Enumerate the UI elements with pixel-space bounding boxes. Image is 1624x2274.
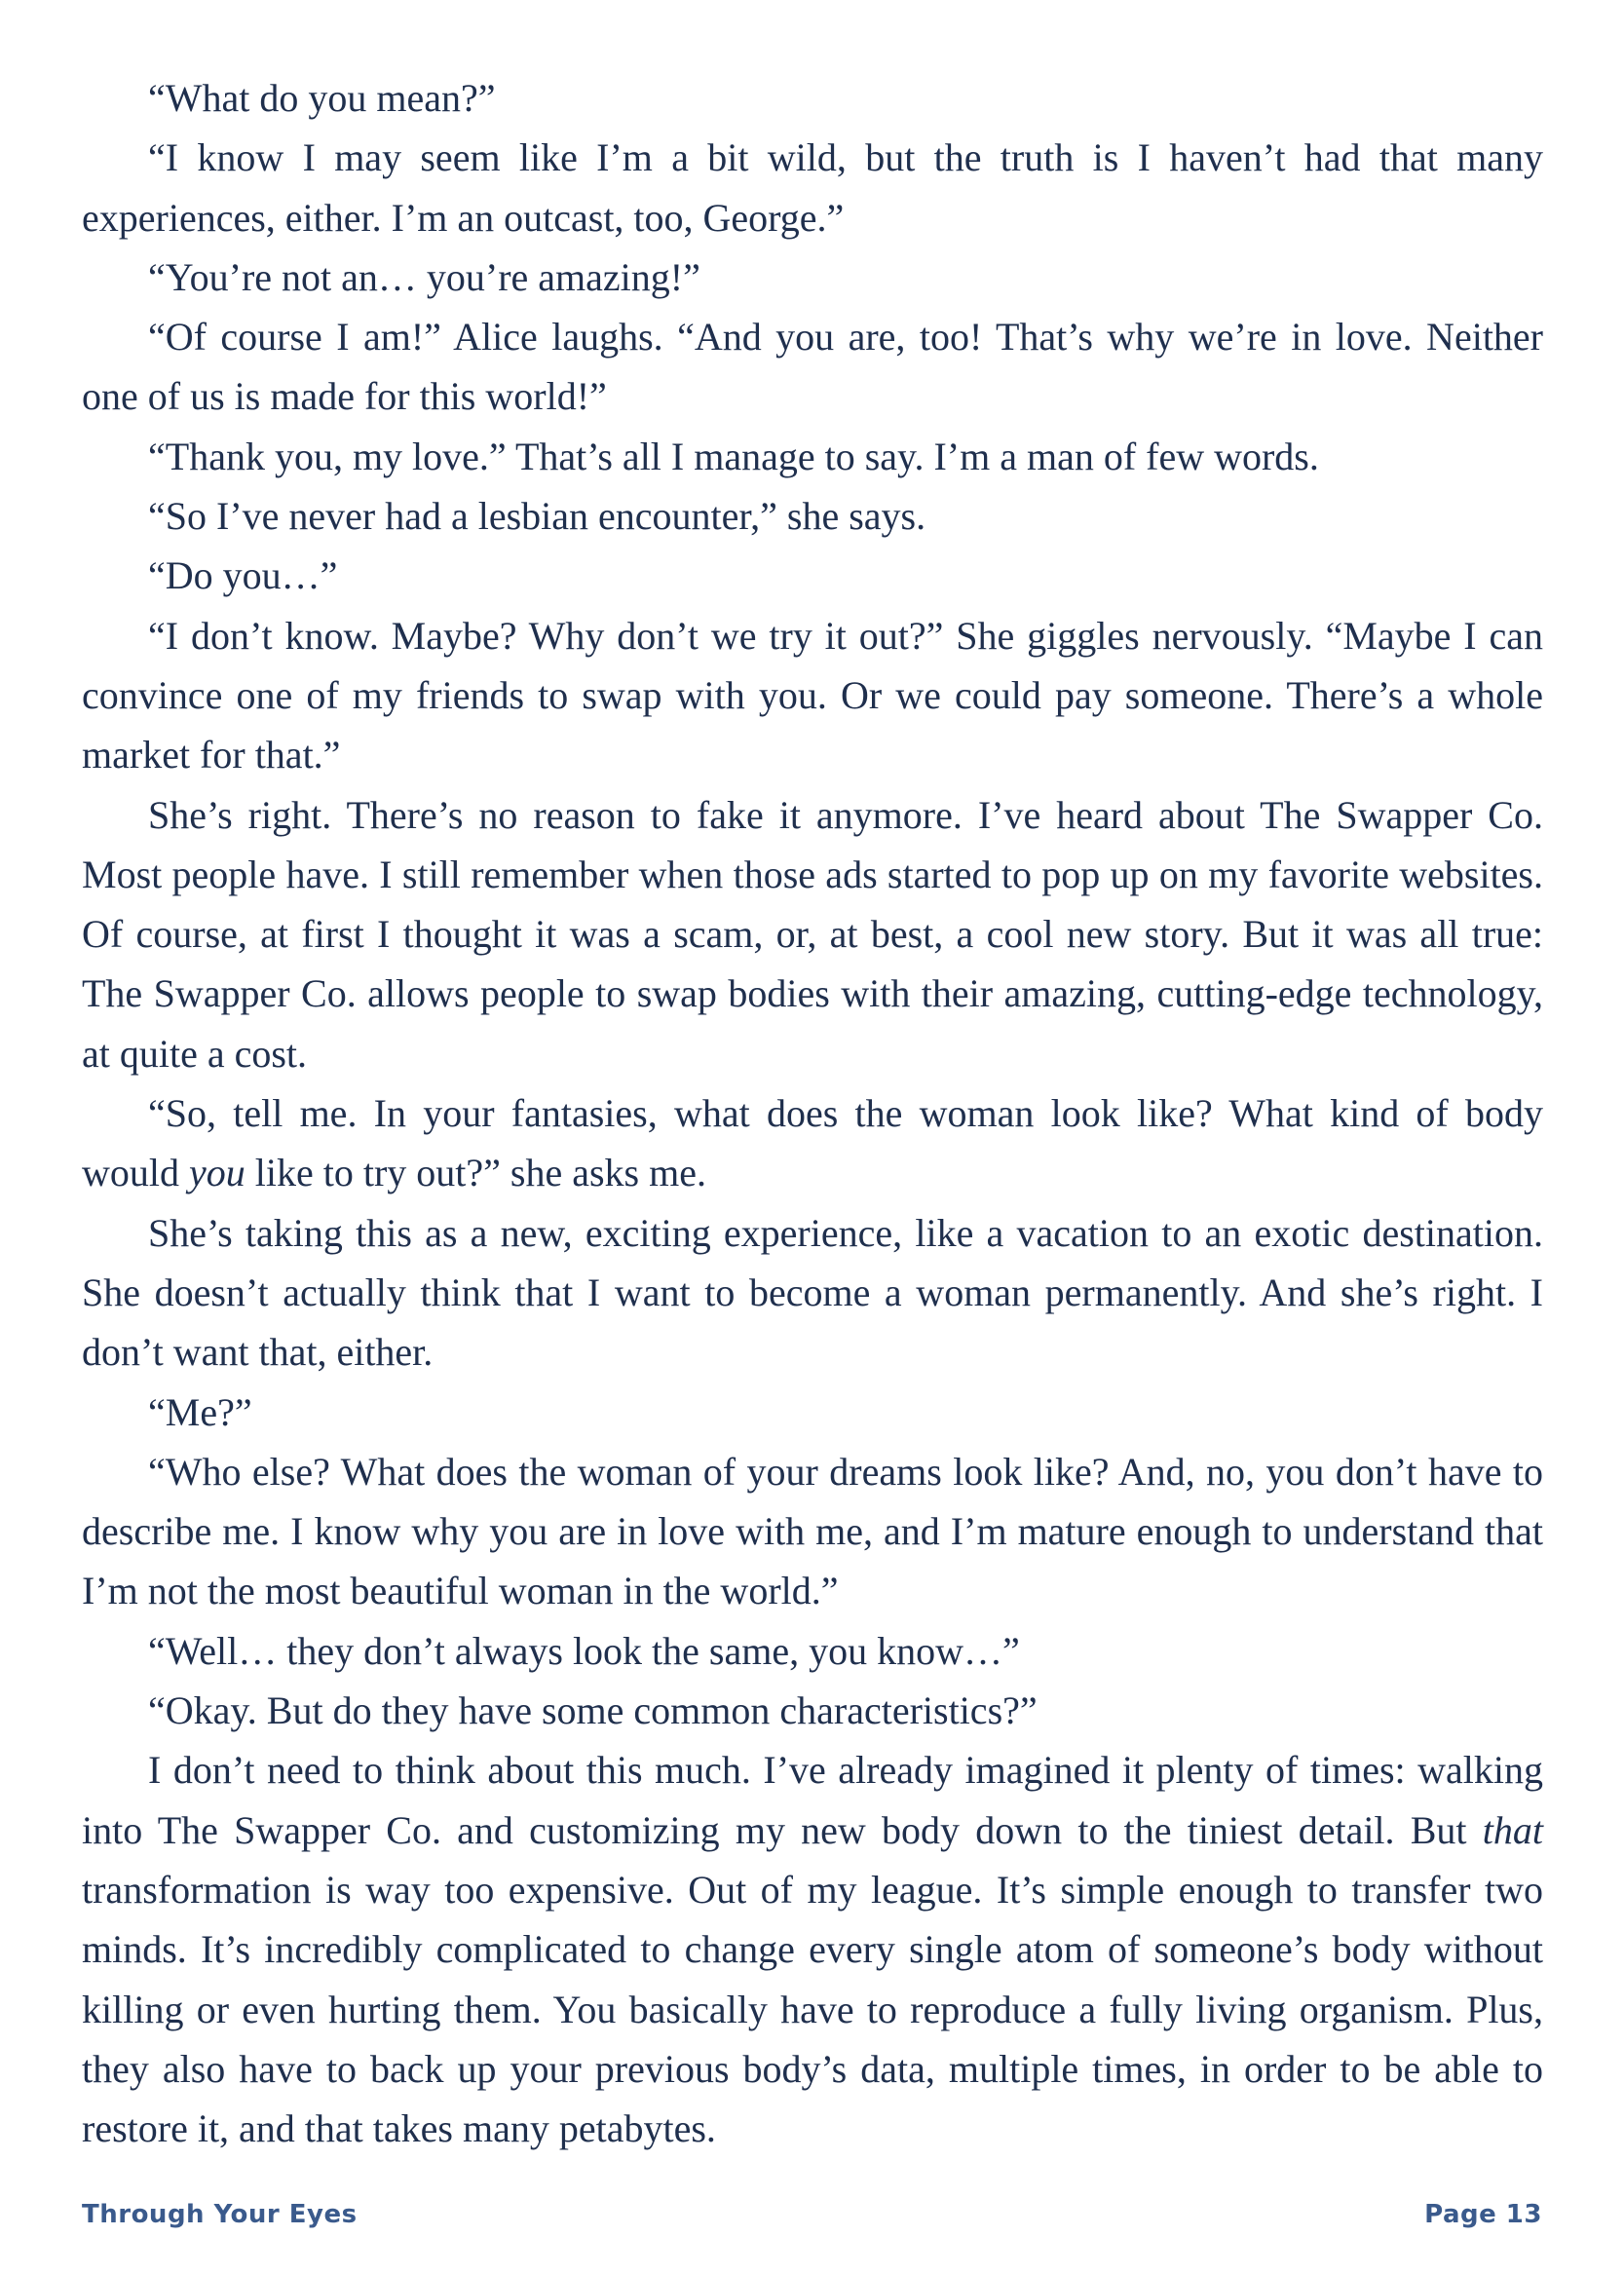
paragraph: “Thank you, my love.” That’s all I manage to say. I’m a man of few words. [148, 434, 1319, 478]
paragraph: “Do you…” [148, 553, 338, 598]
paragraph: She’s right. There’s no reason to fake it anymore. I’ve heard about The Swapper Co. Most people have. I still remember when those ads started to pop up on my favorite websites. Of course, at first I thought it was a scam, or, at best, a cool new story. But it was all true: The Swapper Co. allows people to swap bodies with their amazing, cutting-edge technology, at quite a cost. [82, 792, 1543, 1076]
page-footer [82, 2200, 1542, 2229]
paragraph-text: “So, tell me. In your fantasies, what does the woman look like? What kind of body would [82, 1091, 1543, 1195]
story-text [82, 68, 1543, 2158]
paragraph: “Me?” [148, 1389, 252, 1434]
footer-page-number: Page 13 [1424, 2200, 1542, 2229]
paragraph [82, 1740, 1543, 2158]
paragraph [82, 1083, 1543, 1203]
paragraph-text: transformation is way too expensive. Out of my league. It’s simple enough to transfer two minds. It’s incredibly complicated to change every single atom of someone’s body without killing or even hurting them. You basically have to reproduce a fully living organism. Plus, they also have to back up your previous body’s data, multiple times, in order to be able to restore it, and that takes many petabytes. [82, 1867, 1543, 2151]
emphasis-text: you [189, 1151, 245, 1195]
paragraph: “So I’ve never had a lesbian encounter,” she says. [148, 494, 926, 539]
emphasis-text: that [1482, 1807, 1543, 1852]
paragraph-text: like to try out?” she asks me. [245, 1151, 706, 1195]
paragraph-text: I don’t need to think about this much. I’ve already imagined it plenty of times: walking into The Swapper Co. and customizing my new body down to the tiniest detail. But [82, 1748, 1543, 1852]
footer-book-title: Through Your Eyes [82, 2200, 358, 2229]
paragraph: “I don’t know. Maybe? Why don’t we try it out?” She giggles nervously. “Maybe I can convince one of my friends to swap with you. Or we could pay someone. There’s a whole market for that.” [82, 613, 1543, 777]
paragraph: “What do you mean?” [148, 76, 496, 120]
paragraph: “You’re not an… you’re amazing!” [148, 254, 700, 299]
paragraph: “I know I may seem like I’m a bit wild, but the truth is I haven’t had that many experiences, either. I’m an outcast, too, George.” [82, 135, 1543, 240]
paragraph: “Okay. But do they have some common characteristics?” [148, 1688, 1038, 1733]
paragraph: She’s taking this as a new, exciting experience, like a vacation to an exotic destination. She doesn’t actually think that I want to become a woman permanently. And she’s right. I don’t want that, either. [82, 1210, 1543, 1375]
paragraph: “Of course I am!” Alice laughs. “And you are, too! That’s why we’re in love. Neither one of us is made for this world!” [82, 315, 1543, 419]
paragraph: “Well… they don’t always look the same, you know…” [148, 1628, 1020, 1673]
paragraph: “Who else? What does the woman of your dreams look like? And, no, you don’t have to describe me. I know why you are in love with me, and I’m mature enough to understand that I’m not the most beautiful woman in the world.” [82, 1449, 1543, 1613]
